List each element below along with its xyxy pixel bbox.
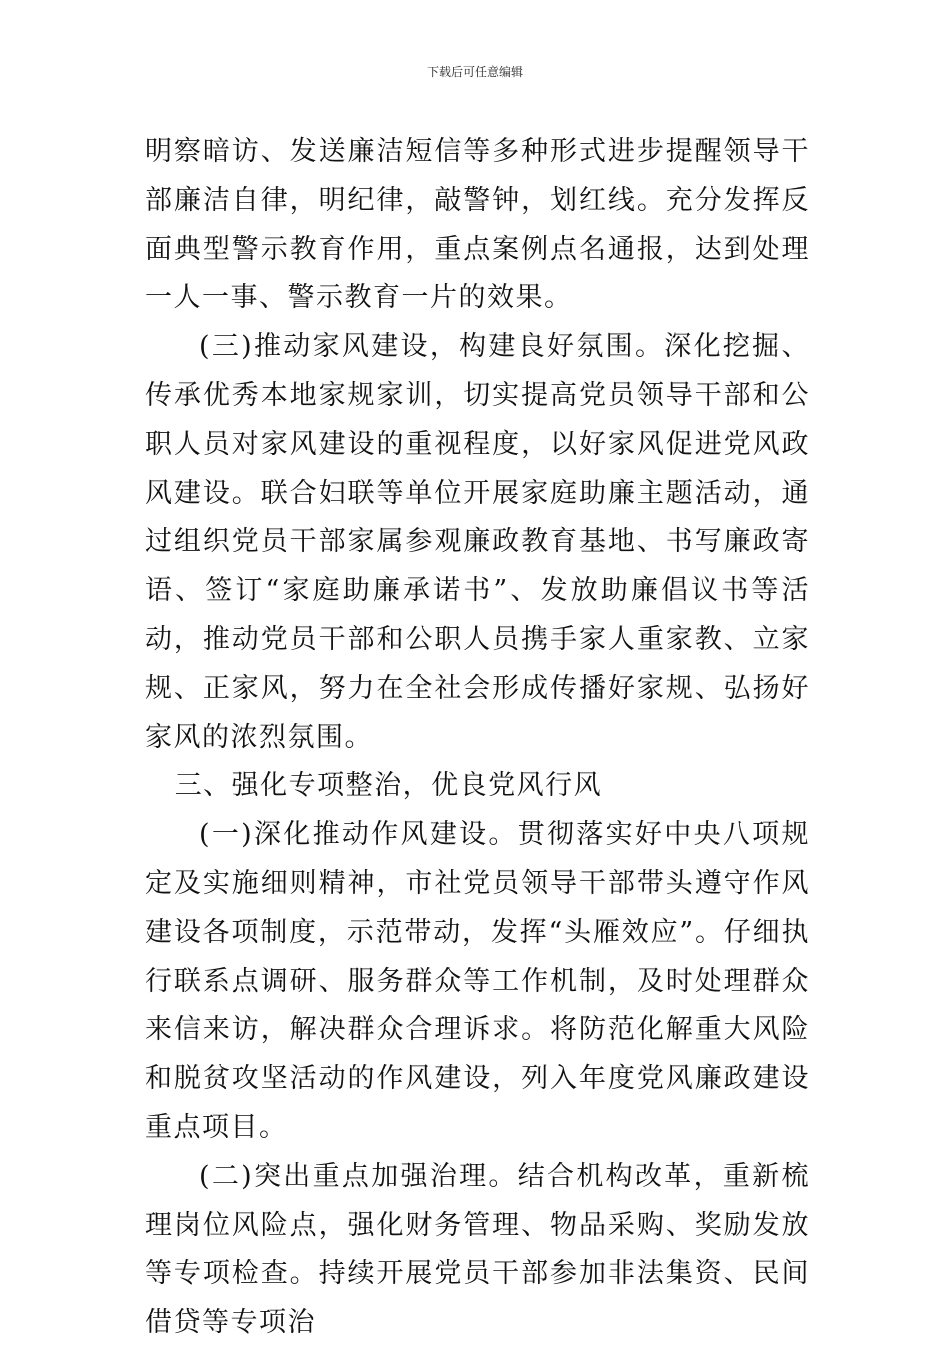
section-heading-special-rectification: 三、强化专项整治，优良党风行风: [174, 770, 603, 802]
document-body: [145, 128, 810, 1348]
paragraph-family-style: (三)推动家风建设，构建良好氛围。深化挖掘、传承优秀本地家规家训，切实提高党员领导干部和公职人员对家风建设的重视程度，以好家风促进党风政风建设。联合妇联等单位开展家庭助廉主题活动，通过组织党员干部家属参观廉政教育基地、书写廉政寄语、签订“家庭助廉承诺书”、发放助廉倡议书等活动，推动党员干部和公职人员携手家人重家教、立家规、正家风，努力在全社会形成传播好家规、弘扬好家风的浓烈氛围。: [145, 331, 810, 753]
paragraph-work-style: (一)深化推动作风建设。贯彻落实好中央八项规定及实施细则精神，市社党员领导干部带头遵守作风建设各项制度，示范带动，发挥“头雁效应”。仔细执行联系点调研、服务群众等工作机制，及时处理群众来信来访，解决群众合理诉求。将防范化解重大风险和脱贫攻坚活动的作风建设，列入年度党风廉政建设重点项目。: [145, 819, 810, 1143]
paragraph-key-governance: (二)突出重点加强治理。结合机构改革，重新梳理岗位风险点，强化财务管理、物品采购、奖励发放等专项检查。持续开展党员干部参加非法集资、民间借贷等专项治: [145, 1160, 810, 1339]
page-header: 下载后可任意编辑: [426, 65, 523, 79]
paragraph-warning-education: 明察暗访、发送廉洁短信等多种形式进步提醒领导干部廉洁自律，明纪律，敲警钟，划红线。充分发挥反面典型警示教育作用，重点案例点名通报，达到处理一人一事、警示教育一片的效果。: [145, 136, 810, 314]
